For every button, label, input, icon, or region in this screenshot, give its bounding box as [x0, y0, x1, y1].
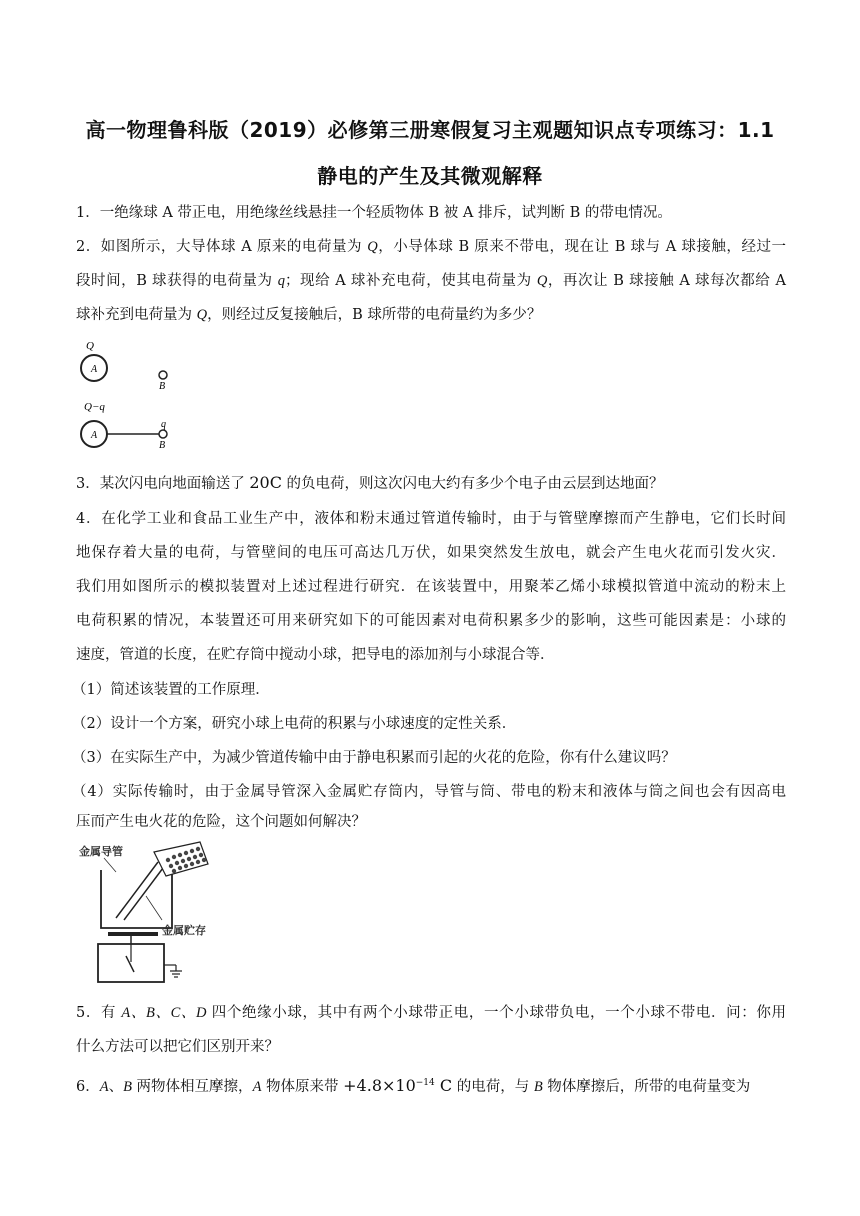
tube-label-leader	[104, 858, 116, 872]
question-2-line-2: 段时间，B 球获得的电荷量为 q；现给 A 球补充电荷，使其电荷量为 Q，再次让 B 球接触 A 球每次都给 A	[76, 273, 786, 289]
sphere-B-top	[159, 371, 167, 379]
question-4-line-4: 电荷积累的情况，本装置还可用来研究如下的可能因素对电荷积累多少的影响，这些可能因素是：小球的	[76, 613, 786, 629]
sphere-contact-figure	[76, 336, 186, 456]
question-4-sub-2: （2）设计一个方案，研究小球上电荷的积累与小球速度的定性关系．	[72, 716, 517, 732]
question-4-sub-1: （1）简述该装置的工作原理．	[72, 682, 270, 698]
fig-label-B-top: B	[159, 381, 166, 392]
fig-label-Q: Q	[86, 340, 94, 352]
question-2-line-1: 2．如图所示，大导体球 A 原来的电荷量为 Q，小导体球 B 原来不带电，现在让 B 球与 A 球接触，经过一	[76, 239, 787, 255]
question-4-sub-4-cont: 压而产生电火花的危险，这个问题如何解决？	[76, 814, 366, 830]
question-4-line-1: 4．在化学工业和食品工业生产中，液体和粉末通过管道传输时，由于与管壁摩擦而产生静电，它们长时间	[76, 511, 786, 527]
label-metal-tube: 金属导管	[79, 846, 123, 858]
sphere-B-bottom	[159, 430, 167, 438]
question-1: 1．一绝缘球 A 带正电，用绝缘丝线悬挂一个轻质物体 B 被 A 排斥，试判断 B 的带电情况。	[76, 205, 672, 221]
tube-wall-right	[124, 864, 166, 920]
question-4-line-3: 我们用如图所示的模拟装置对上述过程进行研究．在该装置中，用聚苯乙烯小球模拟管道中流动的粉末上	[76, 579, 786, 595]
question-4-line-5: 速度，管道的长度，在贮存筒中搅动小球，把导电的添加剂与小球混合等．	[76, 647, 555, 663]
tube-wall-left	[116, 862, 158, 918]
fig-label-q: q	[161, 419, 166, 430]
ground-symbol	[170, 971, 182, 977]
question-4-sub-4: （4）实际传输时，由于金属导管深入金属贮存筒内，导管与筒、带电的粉末和液体与筒之间也会有因高电	[72, 784, 786, 800]
question-6: 6．A、B 两物体相互摩擦，A 物体原来带 $+4.8\times 10^{-14}$ C 的电荷，与 B 物体摩擦后，所带的电荷量变为	[76, 1075, 751, 1095]
apparatus-figure	[76, 840, 226, 985]
question-5-line-2: 什么方法可以把它们区别开来？	[76, 1039, 279, 1055]
fig-label-A-bottom: A	[91, 430, 98, 441]
fig-label-Q-minus-q: Q−q	[84, 401, 105, 413]
question-5-line-1: 5．有 A、B、C、D 四个绝缘小球，其中有两个小球带正电，一个小球带负电，一个小球不带电．问：你用	[76, 1005, 787, 1021]
ball-hopper	[154, 842, 208, 876]
label-metal-storage: 金属贮存	[162, 925, 206, 937]
store-label-leader	[146, 896, 162, 920]
question-4-sub-3: （3）在实际生产中，为减少管道传输中由于静电积累而引起的火花的危险，你有什么建议吗？	[72, 750, 676, 766]
question-4-line-2: 地保存着大量的电荷，与管壁间的电压可高达几万伏，如果突然发生放电，就会产生电火花而引发火灾．	[76, 545, 786, 561]
insulating-plate	[108, 932, 158, 936]
fig-label-A-top: A	[91, 364, 98, 375]
question-3: 3．某次闪电向地面输送了 20C 的负电荷，则这次闪电大约有多少个电子由云层到达地面？	[76, 473, 664, 492]
page-title: 高一物理鲁科版（2019）必修第三册寒假复习主观题知识点专项练习：1.1	[85, 118, 775, 142]
question-2-line-3: 球补充到电荷量为 Q，则经过反复接触后，B 球所带的电荷量约为多少？	[76, 307, 542, 323]
page-subtitle: 静电的产生及其微观解释	[317, 164, 543, 188]
electroscope-needle	[126, 956, 134, 972]
fig-label-B-bottom: B	[159, 440, 166, 451]
